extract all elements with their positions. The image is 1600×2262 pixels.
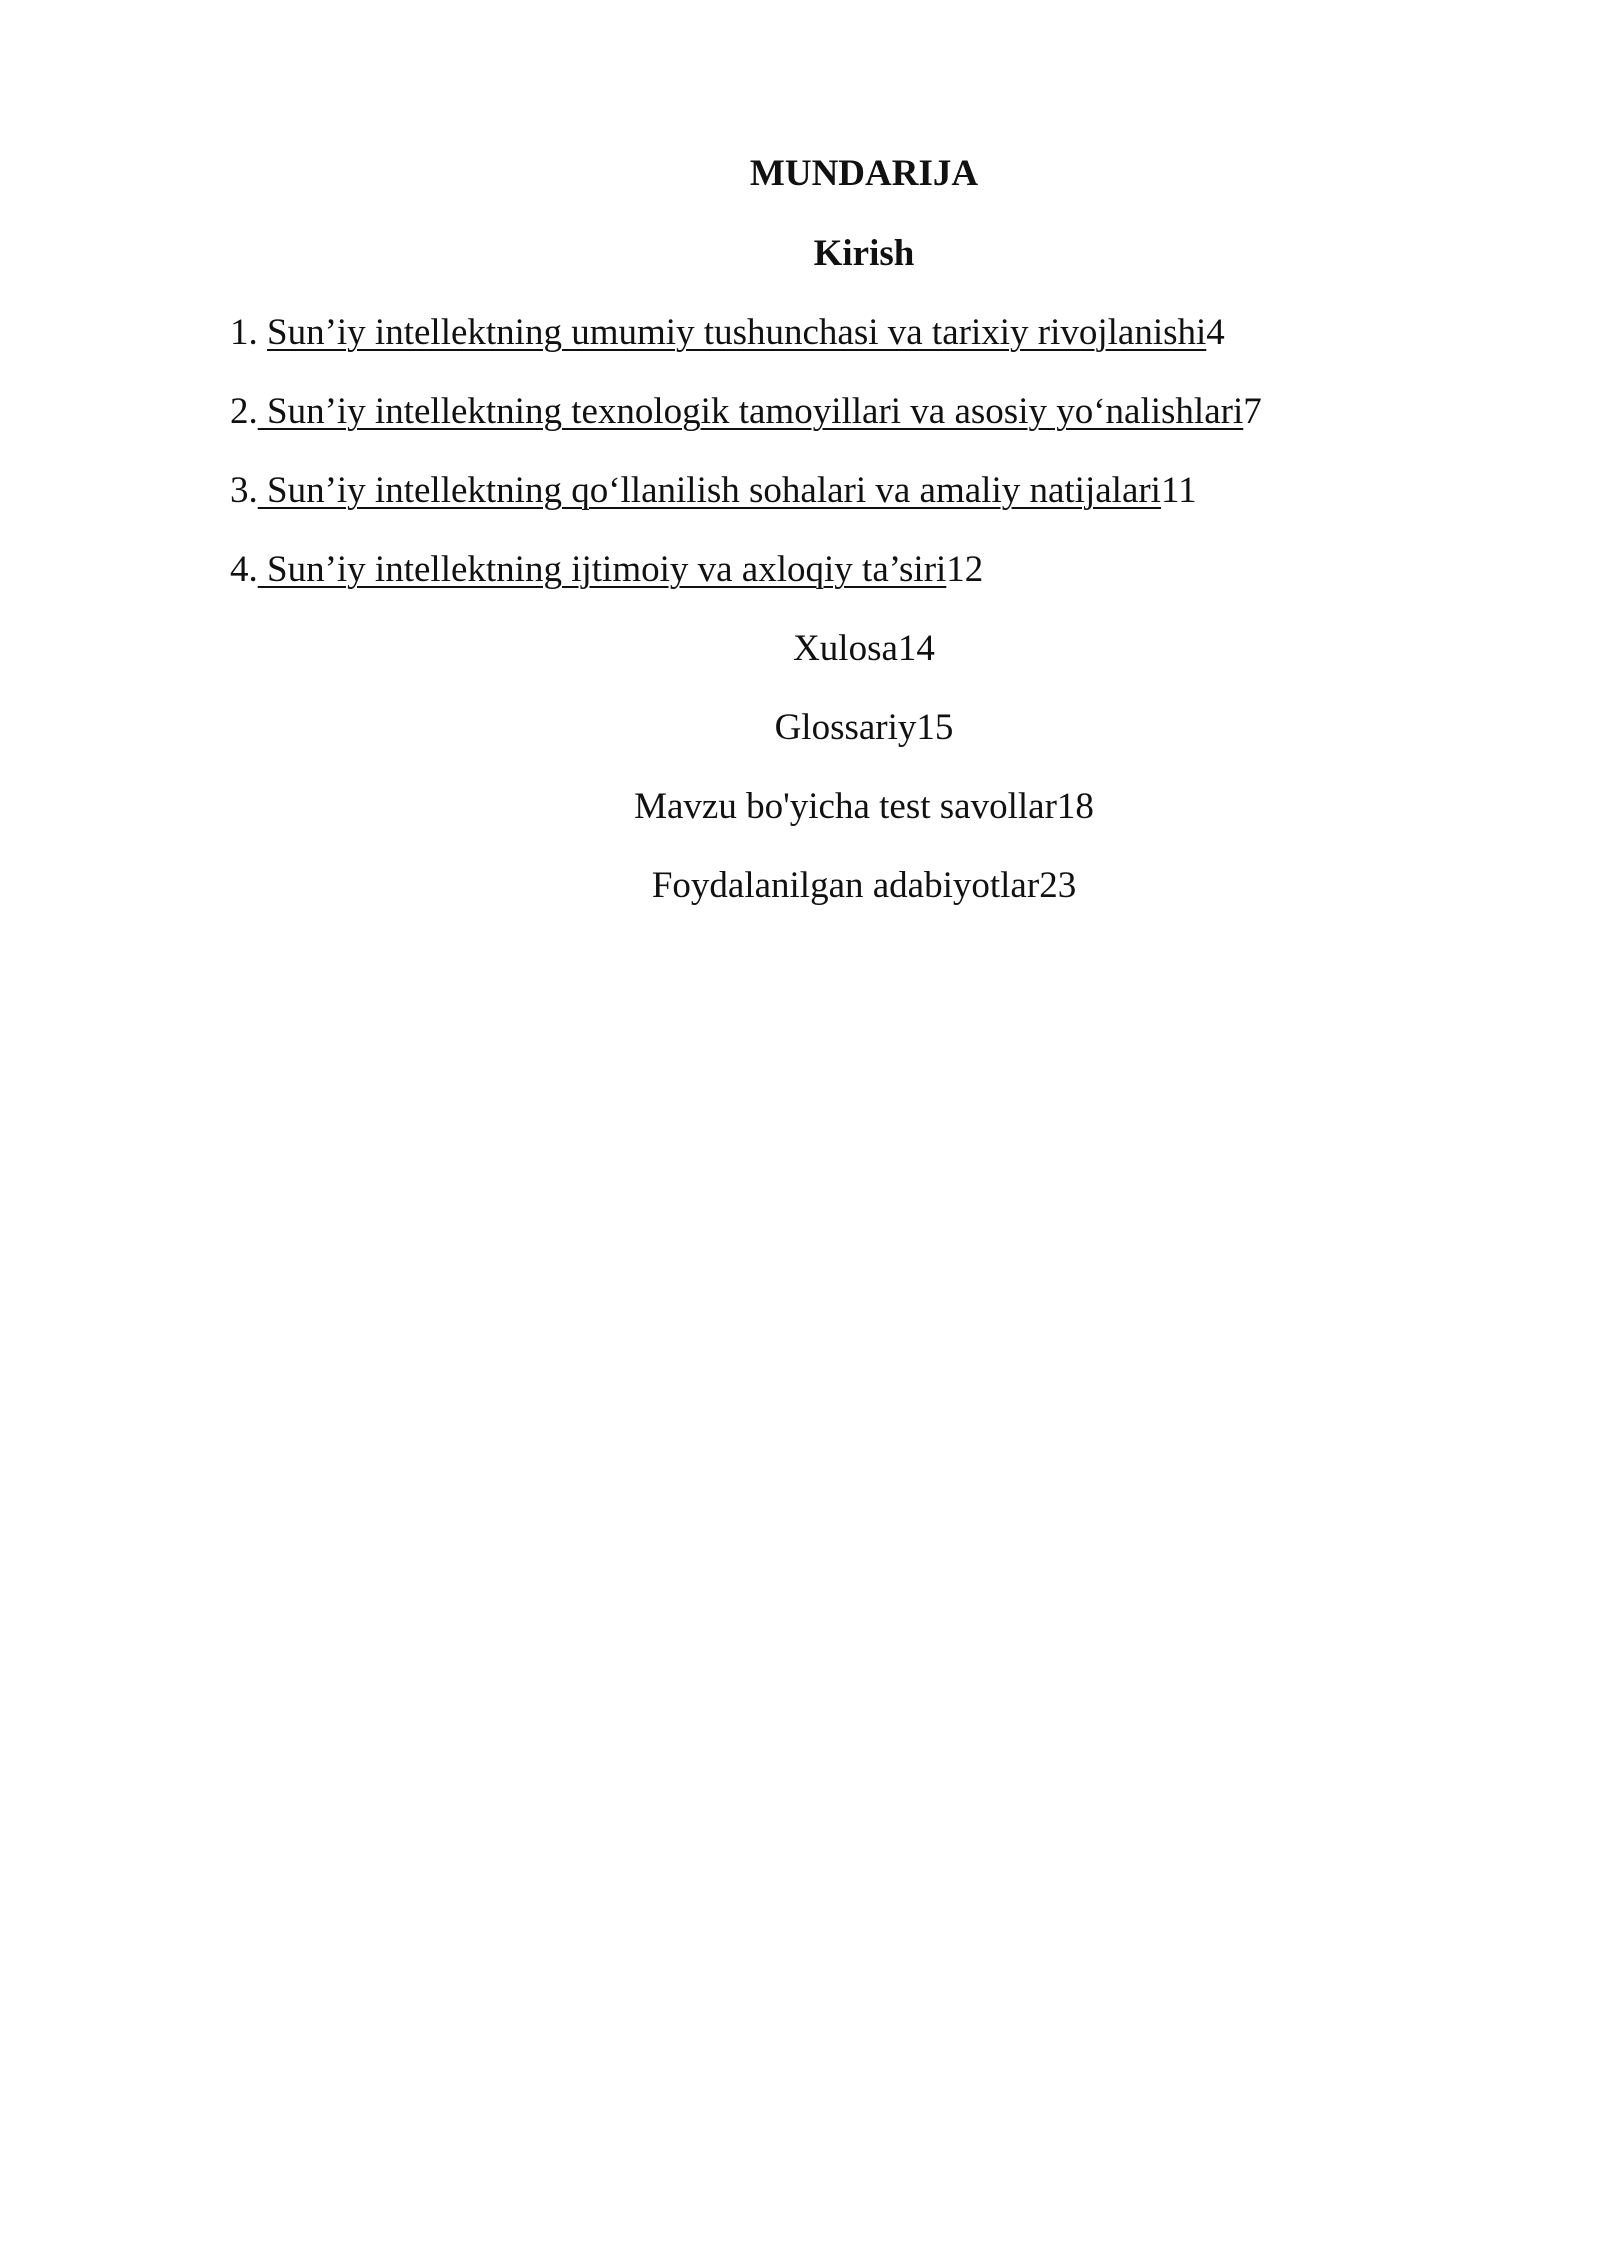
toc-entry-page: 7 (1243, 391, 1262, 432)
toc-entry-label: Xulosa (793, 628, 898, 669)
toc-entry-label: Foydalanilgan adabiyotlar (651, 865, 1040, 906)
toc-entry-number: 2. (230, 391, 258, 432)
toc-entry-references[interactable] (0, 864, 1600, 908)
toc-entry-number: 3. (230, 470, 258, 511)
toc-entry-1[interactable] (230, 311, 1225, 355)
toc-entry-link[interactable]: Sun’iy intellektning umumiy tushunchasi va tarixiy rivojlanishi (267, 312, 1207, 353)
toc-entry-glossary[interactable] (0, 706, 1600, 750)
intro-heading: Kirish (813, 233, 915, 274)
toc-entry-number: 1. (230, 312, 258, 353)
toc-title: MUNDARIJA (749, 153, 979, 194)
toc-entry-page: 12 (946, 549, 984, 590)
toc-entry-conclusion[interactable] (0, 627, 1600, 671)
toc-entry-space (258, 312, 267, 353)
toc-entry-label: Glossariy (774, 707, 917, 748)
toc-entry-page: 23 (1039, 865, 1077, 906)
toc-entry-page: 15 (916, 707, 954, 748)
toc-entry-link[interactable]: Sun’iy intellektning texnologik tamoyillari va asosiy yo‘nalishlari (257, 391, 1244, 432)
toc-entry-label: Mavzu bo'yicha test savollar (634, 786, 1057, 827)
toc-entry-page: 4 (1206, 312, 1225, 353)
toc-entry-link[interactable]: Sun’iy intellektning qo‘llanilish sohalari va amaliy natijalari (257, 470, 1161, 511)
toc-entry-page: 14 (897, 628, 935, 669)
toc-entry-3[interactable] (230, 469, 1197, 513)
toc-entry-4[interactable] (230, 548, 983, 592)
toc-entry-link[interactable]: Sun’iy intellektning ijtimoiy va axloqiy ta’siri (257, 549, 947, 590)
toc-entry-page: 11 (1160, 470, 1197, 511)
toc-entry-test-questions[interactable] (0, 785, 1600, 829)
toc-entry-page: 18 (1056, 786, 1094, 827)
toc-entry-number: 4. (230, 549, 258, 590)
toc-entry-2[interactable] (230, 390, 1262, 434)
